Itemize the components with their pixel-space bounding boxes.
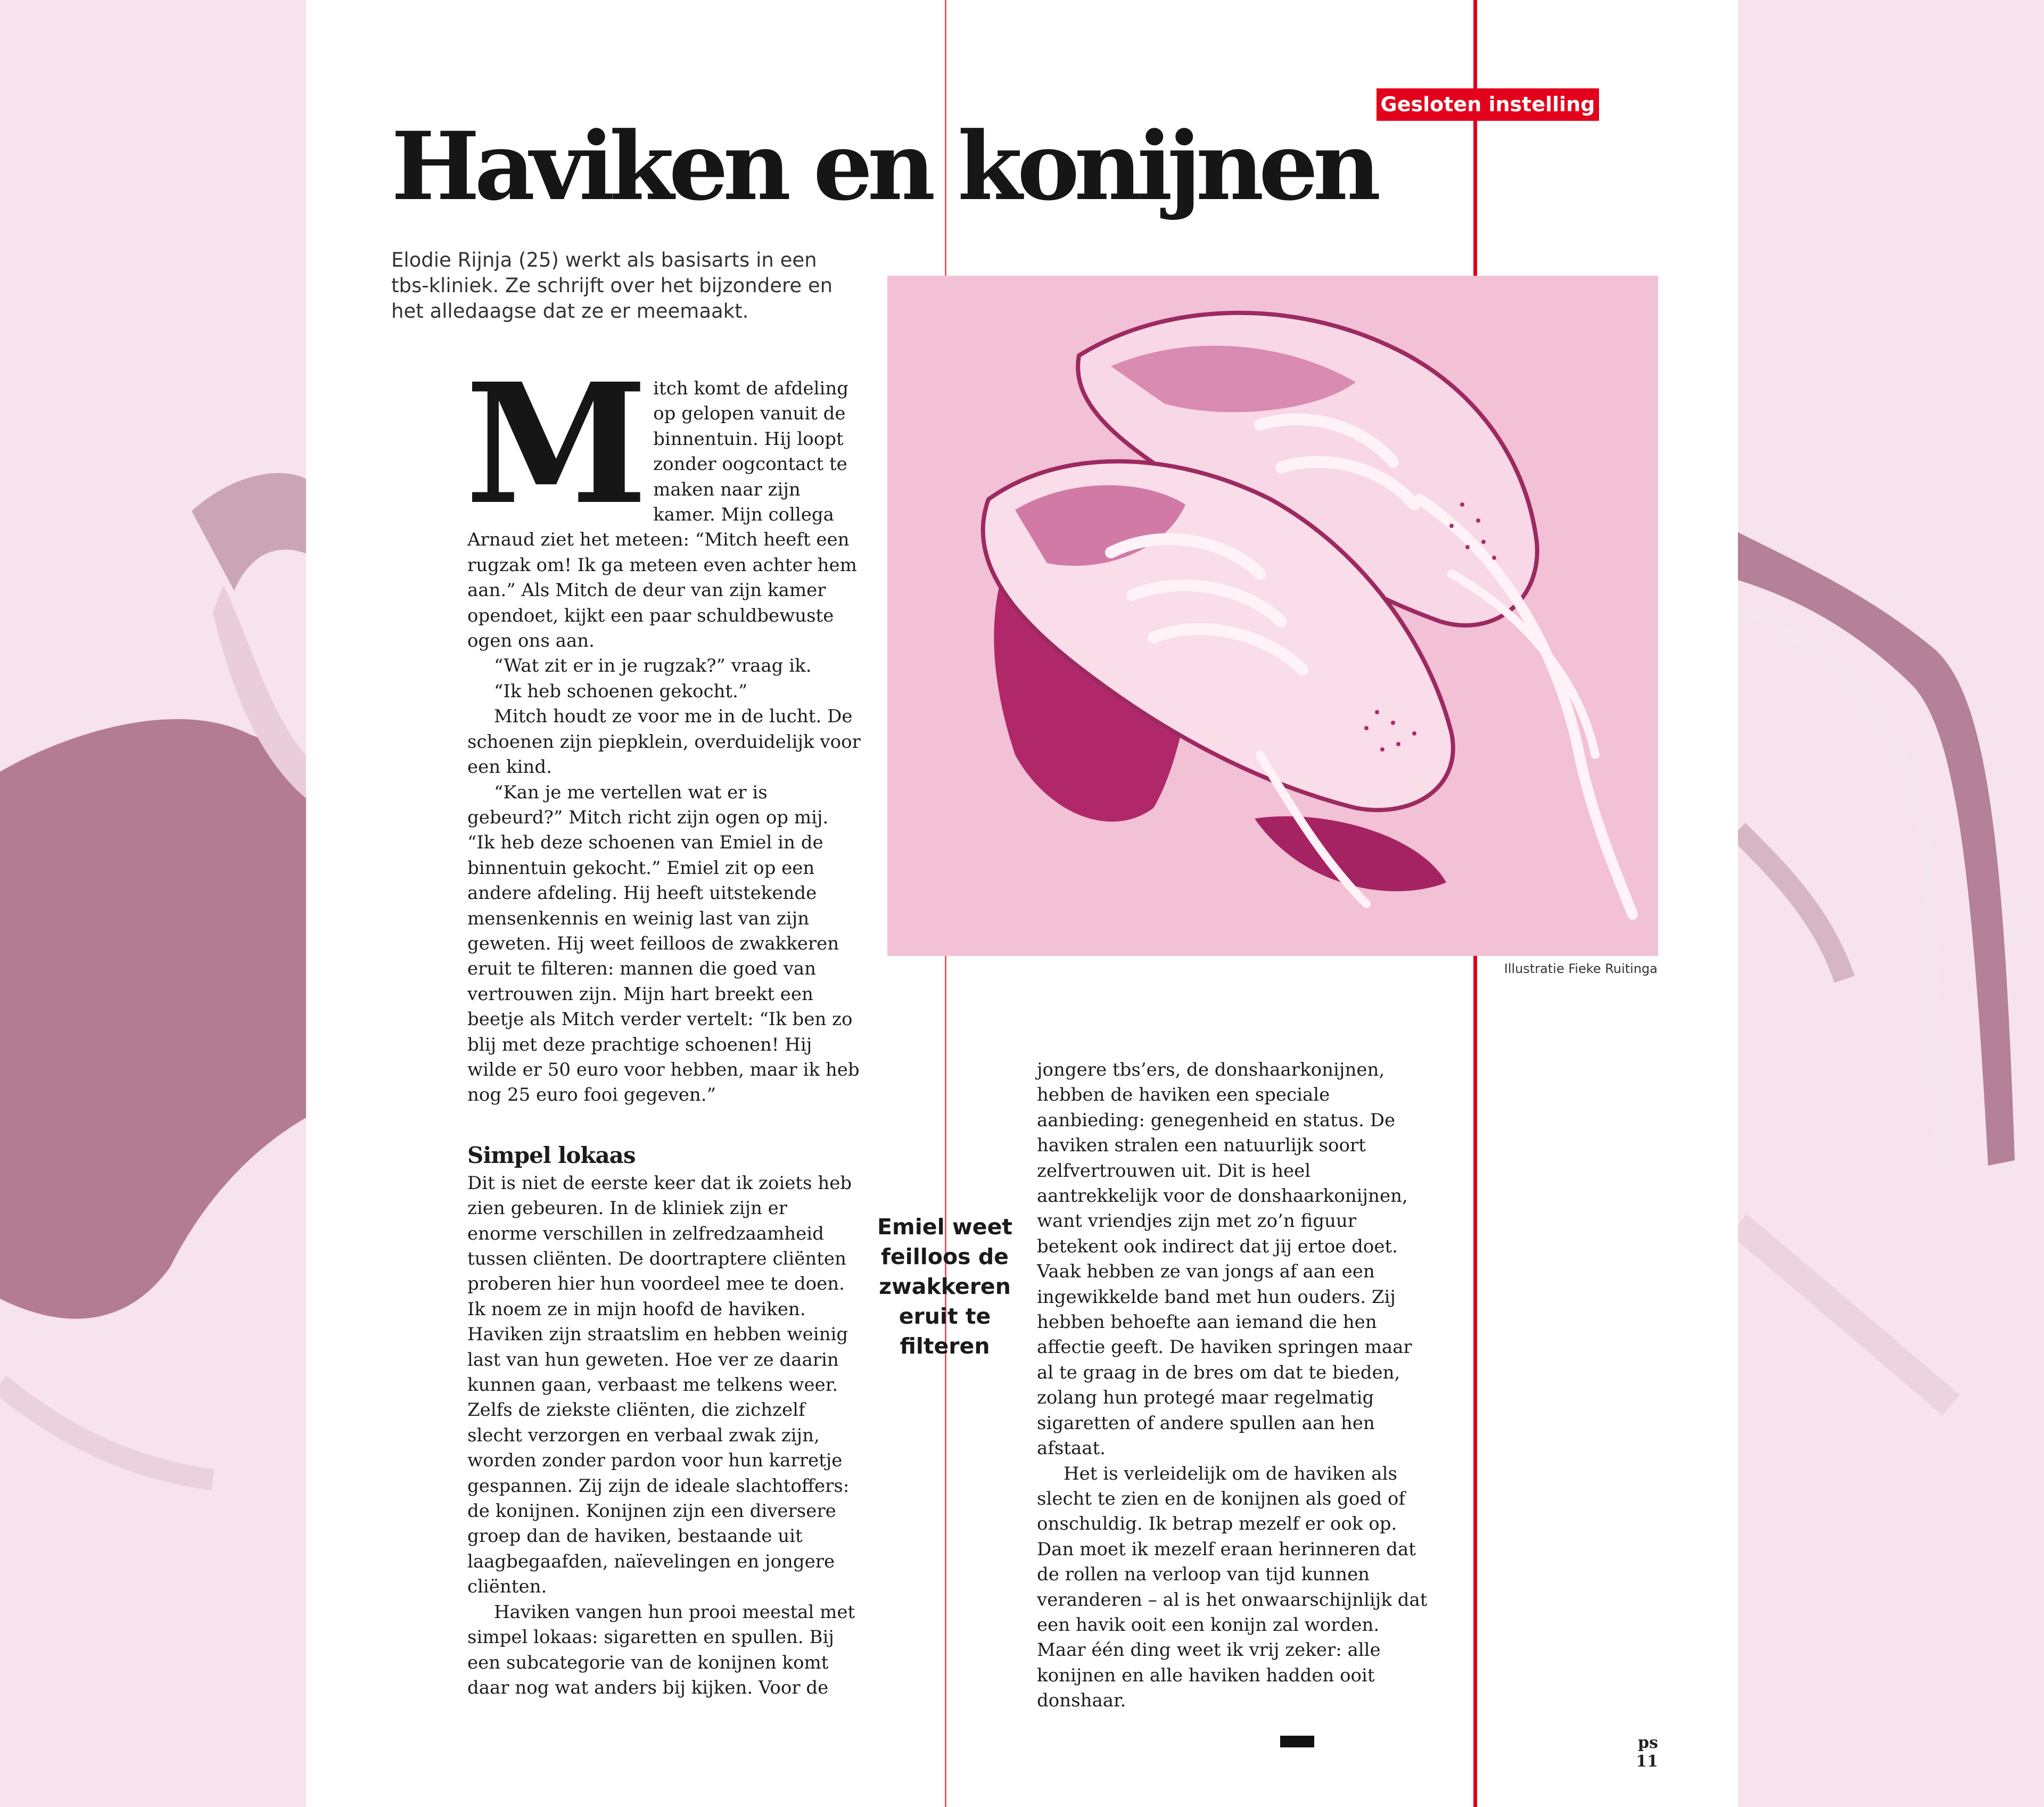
paragraph: “Kan je me vertellen wat er is gebeurd?” Mitch richt zijn ogen op mij. “Ik heb deze schoenen van Emiel in de binnentuin gekocht.” Emiel zit op een andere afdeling. Hij heeft uitstekende mensenkennis en weinig last van zijn geweten. Hij weet feilloos de zwakkeren eruit te filteren: mannen die goed van vertrouwen zijn. Mijn hart breekt een beetje als Mitch verder vertelt: “Ik ben zo blij met deze prachtige schoenen! Hij wilde er 50 euro voor hebben, maar ik heb nog 25 euro fooi gegeven.” xyxy=(467,781,860,1106)
article-title: Haviken en konijnen xyxy=(391,111,1376,221)
sneakers-illustration xyxy=(887,276,1658,956)
background-illustration-left xyxy=(0,0,306,1807)
paragraph: jongere tbs’ers, de donshaarkonijnen, hebben de haviken een speciale aanbieding: genegenheid en status. De haviken stralen een natuurlijk soort zelfvertrouwen uit. Dit is heel aantrekkelijk voor de donshaarkonijnen, want vriendjes zijn met zo’n figuur betekent ook indirect dat jij ertoe doet. Vaak hebben ze van jongs af aan een ingewikkelde band met hun ouders. Zij hebben behoefte aan iemand die hen affectie geeft. De haviken springen maar al te graag in de bres om dat te bieden, zolang hun protegé maar regelmatig sigaretten of andere spullen aan hen afstaat. xyxy=(1037,1059,1412,1459)
paragraph: Dit is niet de eerste keer dat ik zoiets heb zien gebeuren. In de kliniek zijn er enorme verschillen in zelfredzaamheid tussen cliënten. De doortraptere cliënten proberen hier hun voordeel mee te doen. Ik noem ze in mijn hoofd de haviken. Haviken zijn straatslim en hebben weinig last van hun geweten. Hoe ver ze daarin kunnen gaan, verbaast me telkens weer. Zelfs de ziekste cliënten, die zichzelf slecht verzorgen en verbaal zwak zijn, worden zonder pardon voor hun karretje gespannen. Zij zijn de ideale slachtoffers: de konijnen. Konijnen zijn een diversere groep dan de haviken, bestaande uit laagbegaafden, naïevelingen en jongere cliënten. xyxy=(467,1172,852,1598)
paragraph: Het is verleidelijk om de haviken als slecht te zien en de konijnen als goed of onschuldig. Ik betrap mezelf er ook op. Dan moet ik mezelf eraan herinneren dat de rollen na verloop van tijd kunnen veranderen – al is het onwaarschijnlijk dat een havik ooit een konijn zal worden. Maar één ding weet ik vrij zeker: alle konijnen en alle haviken hadden ooit donshaar. xyxy=(1037,1463,1428,1712)
paragraph: “Ik heb schoenen gekocht.” xyxy=(494,680,748,702)
paragraph: itch komt de afdeling op gelopen vanuit de binnentuin. Hij loopt zonder oogcontact te maken naar zijn kamer. Mijn collega Arnaud ziet het meteen: “Mitch heeft een rugzak om! Ik ga meteen even achter hem aan.” Als Mitch de deur van zijn kamer opendoet, kijkt een paar schuldbewuste ogen ons aan. xyxy=(467,378,857,652)
subheading: Simpel lokaas xyxy=(467,1142,636,1168)
end-mark xyxy=(1280,1736,1314,1747)
pull-quote: Emiel weet feilloos de zwakkeren eruit te filteren xyxy=(877,1214,1012,1359)
drop-cap: M xyxy=(465,348,648,541)
paragraph: Mitch houdt ze voor me in de lucht. De schoenen zijn piepklein, overduidelijk voor een kind. xyxy=(467,706,861,778)
background-illustration-right xyxy=(1738,0,2044,1807)
paragraph: Haviken vangen hun prooi meestal met simpel lokaas: sigaretten en spullen. Bij een subcategorie van de konijnen komt daar nog wat anders bij kijken. Voor de xyxy=(467,1601,855,1698)
article-column-left xyxy=(465,348,861,1701)
article-column-right xyxy=(1037,1058,1431,1714)
article-intro: Elodie Rijnja (25) werkt als basisarts in een tbs-kliniek. Ze schrijft over het bijzondere en het alledaagse dat ze er meemaakt. xyxy=(391,249,833,323)
paragraph: “Wat zit er in je rugzak?” vraag ik. xyxy=(494,655,812,677)
illustration-credit: Illustratie Fieke Ruitinga xyxy=(1504,961,1658,976)
section-tag: Gesloten instelling xyxy=(1377,88,1599,121)
page-number: ps 11 xyxy=(1636,1734,1658,1771)
